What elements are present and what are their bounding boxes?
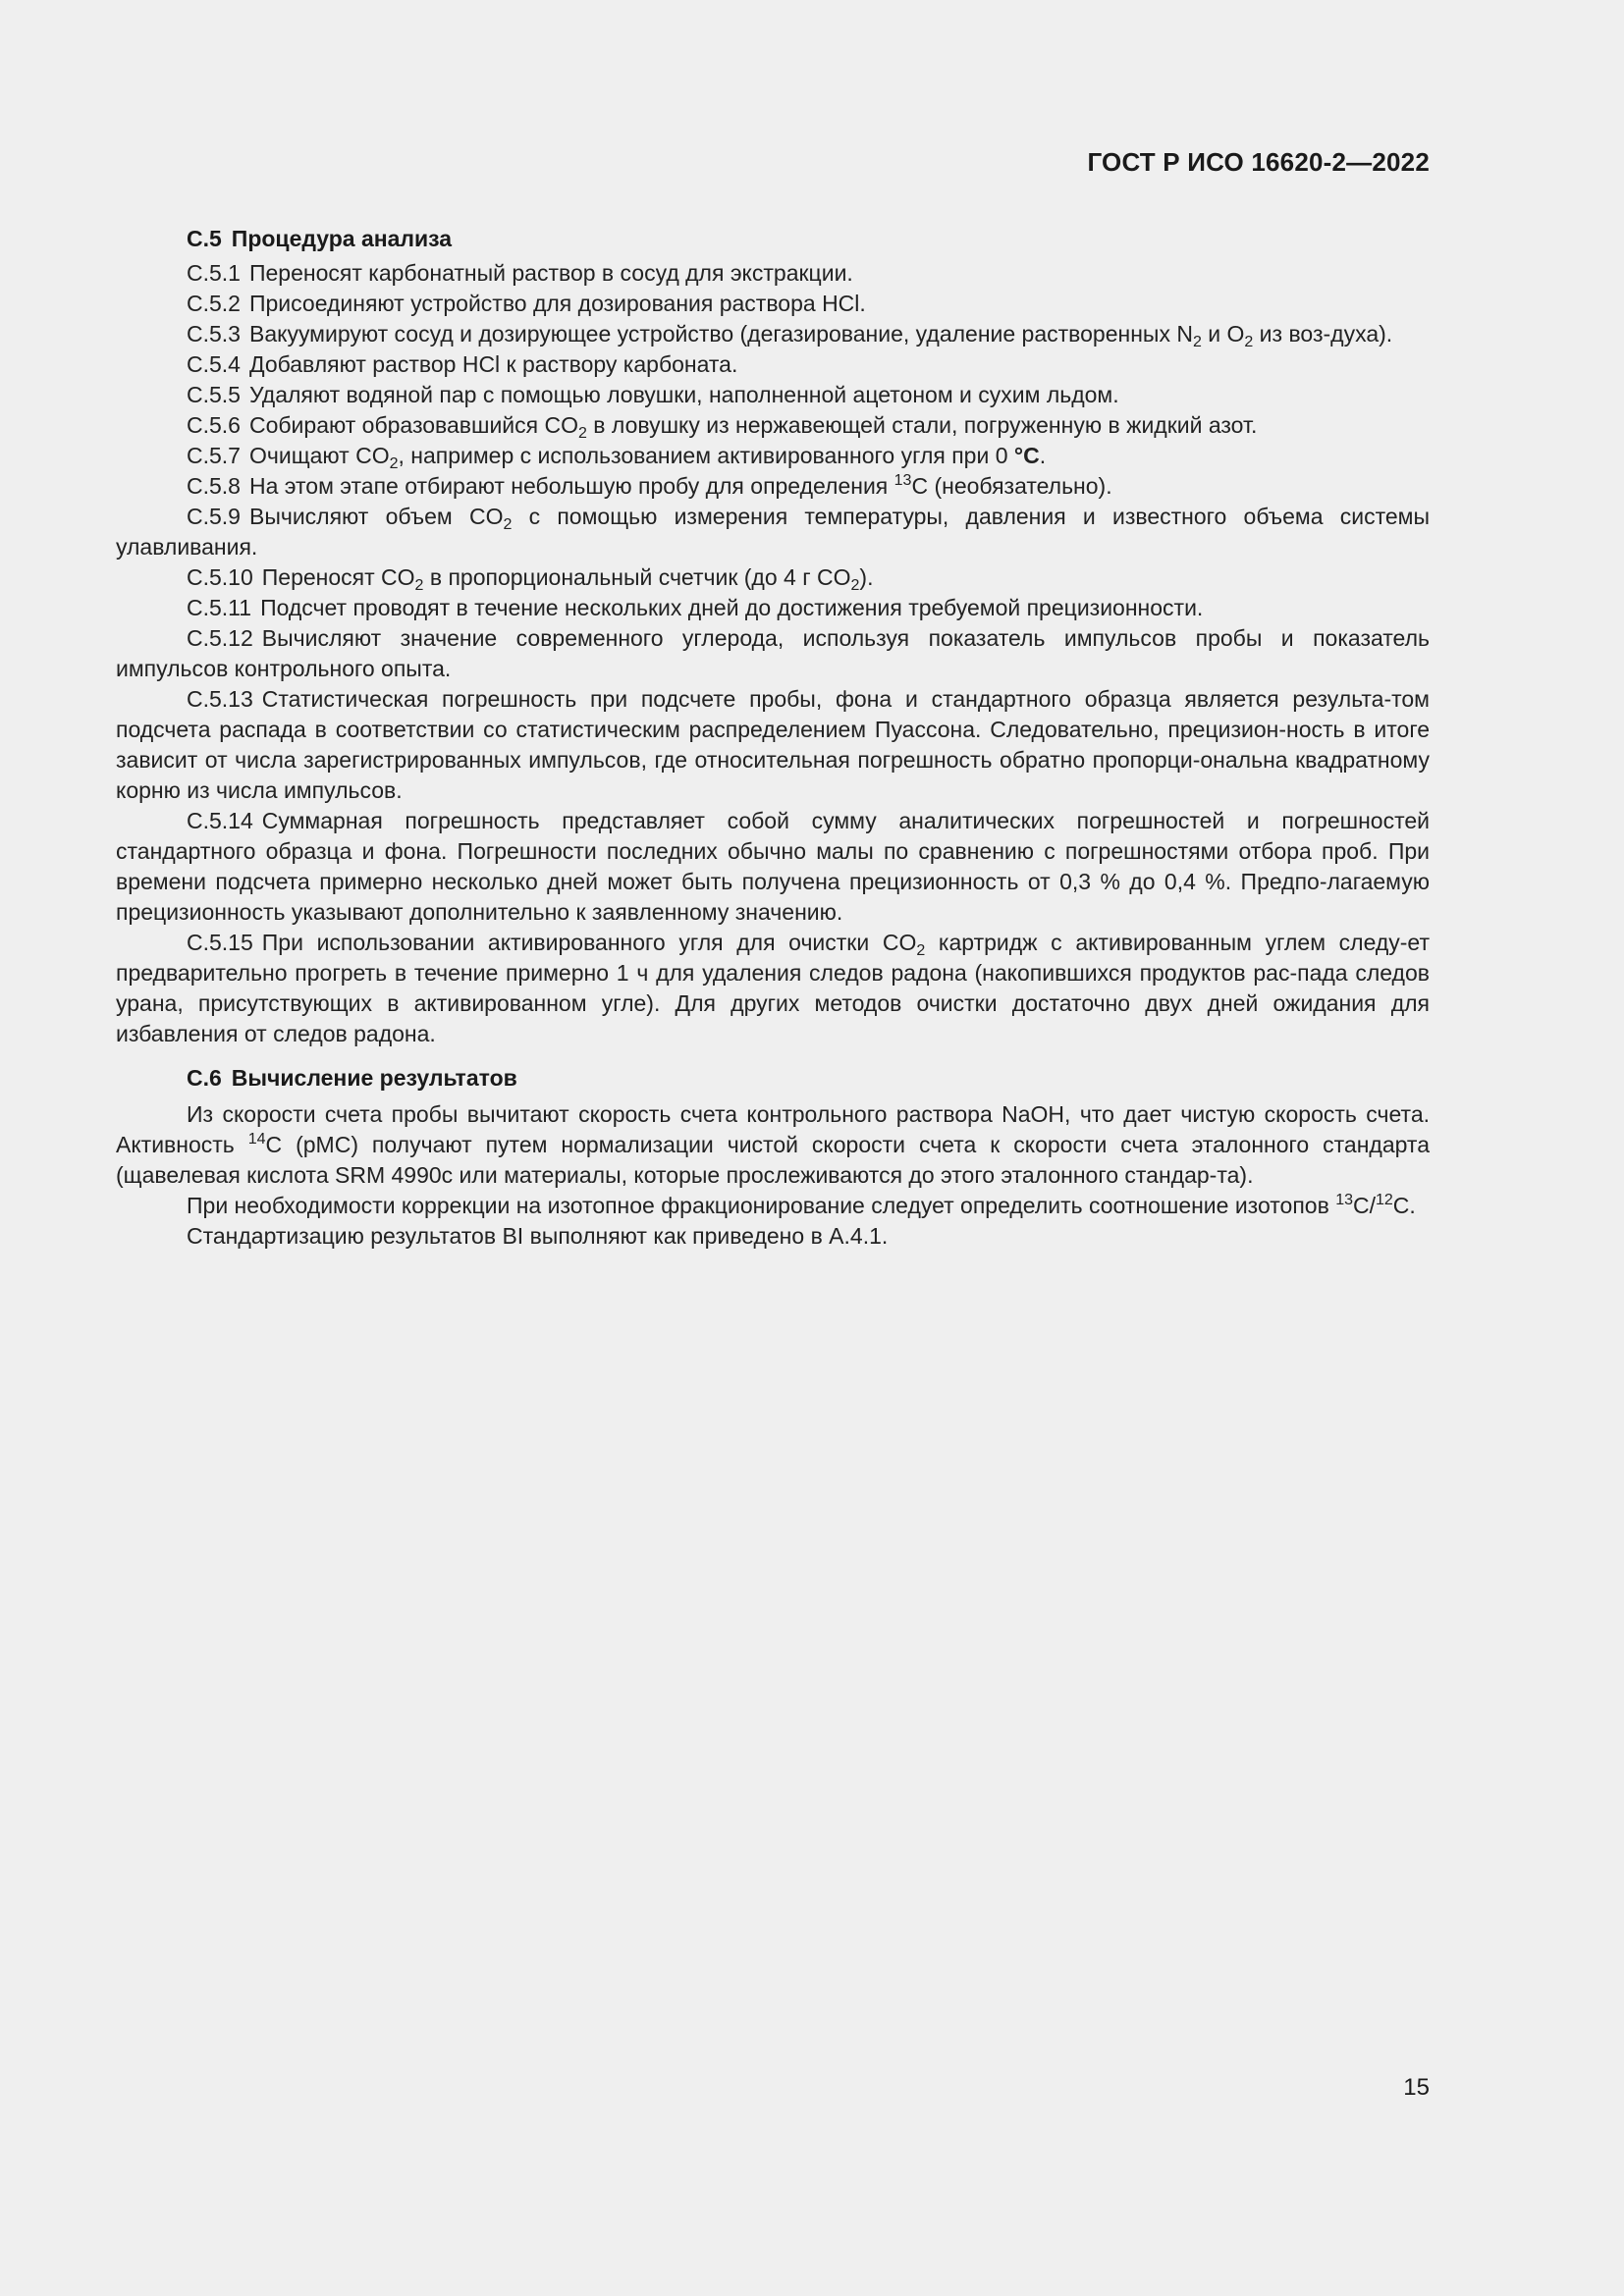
clause-number: С.5.7 (187, 443, 241, 468)
clause-number: С.5.15 (187, 930, 253, 955)
clause-text: ). (859, 564, 874, 590)
clause-text: . (1039, 443, 1047, 468)
paragraph-text: C/ (1352, 1193, 1376, 1218)
clause-c-5-11 (116, 593, 1430, 623)
clause-c-5-8 (116, 471, 1430, 502)
clause-text: Присоединяют устройство для дозирования раствора HCl. (248, 291, 866, 316)
clause-number: С.5.6 (187, 412, 241, 438)
clause-text: Подсчет проводят в течение нескольких дней до достижения требуемой прецизионности. (260, 595, 1204, 620)
paragraph-c6-1 (116, 1099, 1430, 1191)
subscript: 2 (578, 425, 587, 442)
clause-number: С.5.13 (187, 686, 253, 712)
paragraph-text: При необходимости коррекции на изотопное фракционирование следует определить соотношение изотопов (187, 1193, 1336, 1218)
clause-number: С.5.8 (187, 473, 241, 499)
paragraph-c6-2 (116, 1191, 1430, 1221)
clause-text: картридж с активированным углем следу-ет предварительно прогреть в течение примерно 1 ч для удаления следов радона (накопившихся продуктов рас-пада следов урана, присутствующих в активированном угле). Для других методов очистки достаточно двух дней ожидания для избавления от следов радона. (116, 930, 1430, 1046)
clause-text: Вычисляют объем CO (248, 504, 504, 529)
clause-number: С.5.9 (187, 504, 241, 529)
paragraph-text: C. (1392, 1193, 1416, 1218)
clause-c-5-1 (116, 258, 1430, 289)
subscript: 2 (1244, 334, 1254, 350)
section-title: Процедура анализа (231, 226, 453, 251)
clause-text: Собирают образовавшийся CO (248, 412, 578, 438)
clause-text: из воз-духа). (1253, 321, 1393, 347)
clause-c-5-9 (116, 502, 1430, 562)
clause-c-5-6 (116, 410, 1430, 441)
clause-c-5-12 (116, 623, 1430, 684)
paragraph-c6-3 (116, 1221, 1430, 1252)
clause-text: и O (1201, 321, 1245, 347)
clause-number: С.5.4 (187, 351, 241, 377)
document-body (116, 224, 1430, 1252)
clause-number: С.5.12 (187, 625, 253, 651)
clause-c-5-3 (116, 319, 1430, 349)
subscript: 2 (1192, 334, 1202, 350)
clause-number: С.5.14 (187, 808, 253, 833)
superscript: 14 (247, 1131, 266, 1148)
degree-unit: °C (1013, 443, 1040, 468)
page-number: 15 (1403, 2074, 1430, 2101)
paragraph-text: C (pMC) получают путем нормализации чистой скорости счета к скорости счета эталонного стандарта (щавелевая кислота SRM 4990c или материалы, которые прослеживаются до этого эталонного стандар-та). (116, 1132, 1430, 1188)
section-number: С.5 (187, 226, 222, 251)
section-number: С.6 (187, 1065, 222, 1091)
clause-c-5-10 (116, 562, 1430, 593)
section-heading-c5 (116, 224, 1430, 254)
subscript: 2 (503, 516, 513, 533)
clause-c-5-2 (116, 289, 1430, 319)
document-header-code: ГОСТ Р ИСО 16620-2—2022 (1087, 147, 1430, 177)
clause-text: Удаляют водяной пар с помощью ловушки, наполненной ацетоном и сухим льдом. (248, 382, 1119, 407)
clause-number: С.5.10 (187, 564, 253, 590)
clause-text: На этом этапе отбирают небольшую пробу для определения (248, 473, 894, 499)
clause-c-5-5 (116, 380, 1430, 410)
clause-number: С.5.1 (187, 260, 241, 286)
clause-number: С.5.5 (187, 382, 241, 407)
clause-number: С.5.11 (187, 595, 252, 620)
clause-text: При использовании активированного угля для очистки CO (261, 930, 917, 955)
clause-text: Вычисляют значение современного углерода, используя показатель импульсов пробы и показатель импульсов контрольного опыта. (116, 625, 1430, 681)
clause-text: Переносят CO (261, 564, 415, 590)
clause-text: Добавляют раствор HCl к раствору карбоната. (248, 351, 738, 377)
clause-text: Статистическая погрешность при подсчете пробы, фона и стандартного образца является результа-том подсчета распада в соответствии со статистическим распределением Пуассона. Следовательно, прецизион-ность в итоге зависит от числа зарегистрированных импульсов, где относительная погрешность обратно пропорци-ональна квадратному корню из числа импульсов. (116, 686, 1430, 803)
clause-text: Переносят карбонатный раствор в сосуд для экстракции. (248, 260, 853, 286)
clause-text: в пропорциональный счетчик (до 4 г CO (423, 564, 851, 590)
clause-c-5-13 (116, 684, 1430, 806)
clause-c-5-15 (116, 928, 1430, 1049)
clause-number: С.5.2 (187, 291, 241, 316)
clause-text: Очищают CO (248, 443, 390, 468)
clause-text: в ловушку из нержавеющей стали, погруженную в жидкий азот. (586, 412, 1258, 438)
clause-c-5-7 (116, 441, 1430, 471)
superscript: 13 (893, 472, 912, 489)
section-title: Вычисление результатов (231, 1065, 517, 1091)
subscript: 2 (414, 577, 424, 594)
subscript: 2 (389, 455, 399, 472)
clause-text: с помощью измерения температуры, давления и известного объема системы улавливания. (116, 504, 1430, 560)
clause-text: Суммарная погрешность представляет собой сумму аналитических погрешностей и погрешностей стандартного образца и фона. Погрешности последних обычно малы по сравнению с погрешностями отбора проб. При времени подсчета примерно несколько дней может быть получена прецизионность от 0,3 % до 0,4 %. Предпо-лагаемую прецизионность указывают дополнительно к заявленному значению. (116, 808, 1430, 925)
clause-number: С.5.3 (187, 321, 241, 347)
section-heading-c6 (116, 1063, 1430, 1094)
clause-text: C (необязательно). (911, 473, 1112, 499)
subscript: 2 (916, 942, 926, 959)
superscript: 12 (1375, 1192, 1393, 1208)
clause-text: Вакуумируют сосуд и дозирующее устройство (дегазирование, удаление растворенных N (248, 321, 1193, 347)
subscript: 2 (850, 577, 860, 594)
clause-c-5-14 (116, 806, 1430, 928)
clause-text: , например с использованием активированного угля при 0 (398, 443, 1014, 468)
clause-c-5-4 (116, 349, 1430, 380)
paragraph-text: Стандартизацию результатов BI выполняют как приведено в А.4.1. (187, 1223, 889, 1249)
superscript: 13 (1335, 1192, 1353, 1208)
paragraph-text: Из скорости счета пробы вычитают скорость счета контрольного раствора NaOH, что дает чистую скорость счета. Активность (116, 1101, 1430, 1157)
